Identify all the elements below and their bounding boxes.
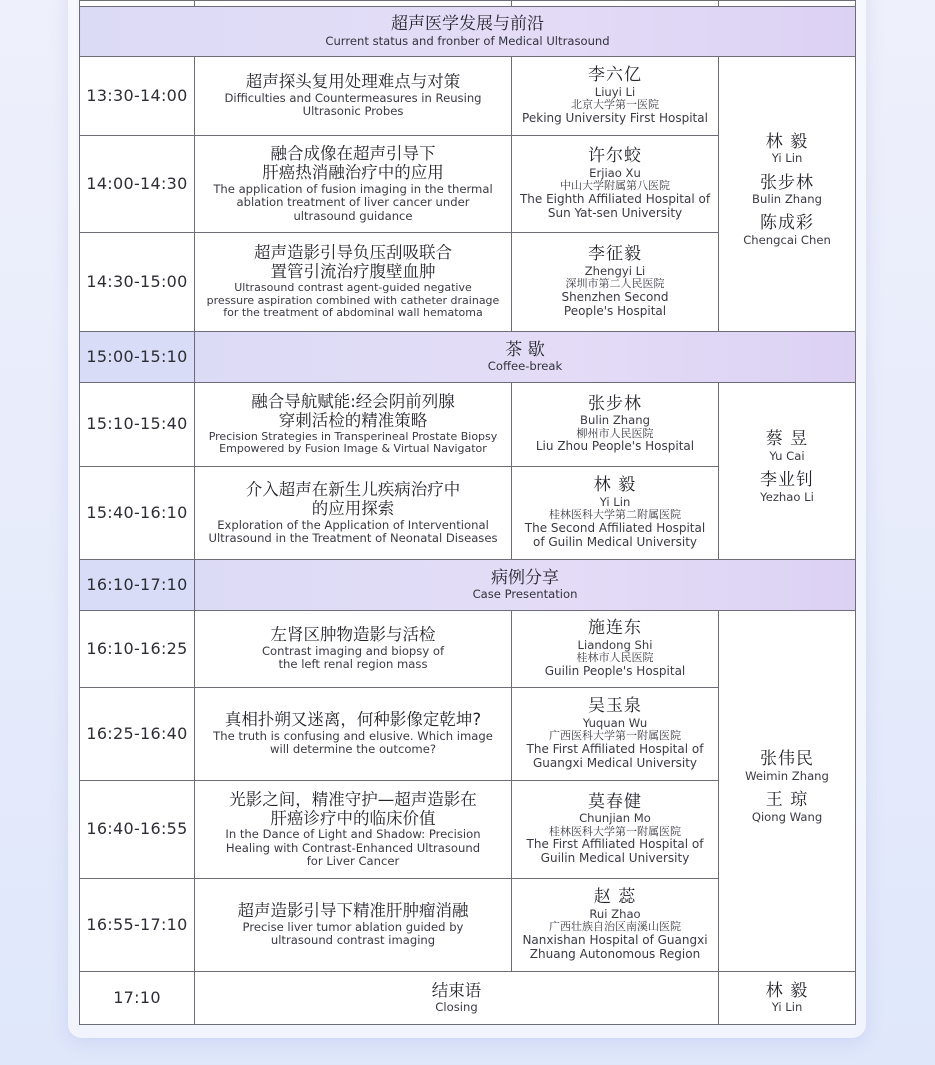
topic-title-zh: 真相扑朔又迷离，何种影像定乾坤? [224,710,482,730]
topic-title-en: Ultrasound contrast agent-guided negative [234,281,472,294]
section-header [195,332,856,383]
section-title-en: Case Presentation [472,587,578,602]
session-time: 17:10 [80,972,195,1025]
topic-title-en: Exploration of the Application of Interventional [217,517,489,532]
table-row [80,972,856,1025]
chair-name-zh: 陈成彩 [760,213,814,234]
speaker-name-zh: 莫春健 [588,791,642,812]
section-title-en: Coffee-break [487,359,563,374]
chair-name-en: Chengcai Chen [743,232,831,247]
topic-title-zh: 光影之间，精准守护—超声造影在 [229,789,477,809]
topic-title-en: ultrasound guidance [293,208,413,223]
topic-title-zh: 穿刺活检的精准策略 [278,410,428,430]
speaker-name-en: Bulin Zhang [580,413,650,428]
topic-cell [195,688,512,781]
chair-name-zh: 张步林 [760,172,814,193]
chair-name-en: Qiong Wang [751,809,823,824]
table-row [80,383,856,467]
speaker-name-zh: 赵 蕊 [593,887,637,908]
session-time: 15:40-16:10 [80,467,195,560]
topic-cell [195,383,512,467]
topic-cell [195,136,512,233]
hospital-en: Sun Yat-sen University [547,205,683,220]
section-title-en: Current status and fronber of Medical Ultrasound [325,33,610,48]
hospital-zh: 桂林医科大学第二附属医院 [549,508,681,522]
speaker-name-en: Yuquan Wu [582,715,648,730]
session-time: 15:00-15:10 [80,332,195,383]
speaker-name-zh: 张步林 [588,393,642,414]
topic-title-zh: 左肾区肿物造影与活检 [270,625,436,645]
closing-title-zh: 结束语 [431,980,482,1000]
session-time: 16:10-16:25 [80,611,195,688]
closing-cell [195,972,719,1025]
topic-title-zh: 的应用探索 [311,498,395,518]
topic-title-en: Difficulties and Countermeasures in Reusing [224,91,482,106]
session-time: 15:10-15:40 [80,383,195,467]
topic-title-en: the left renal region mass [278,657,428,672]
topic-title-en: Ultrasound in the Treatment of Neonatal Diseases [208,530,498,545]
topic-title-en: Empowered by Fusion Image & Virtual Navigator [219,442,487,456]
hospital-zh: 广西医科大学第一附属医院 [549,729,681,743]
topic-title-zh: 超声造影引导负压刮吸联合 [254,243,452,263]
table-row [80,57,856,136]
hospital-en: The First Affiliated Hospital of [526,837,704,852]
speaker-cell [512,688,719,781]
topic-title-en: pressure aspiration combined with catheter drainage [206,293,500,307]
speaker-name-en: Zhengyi Li [584,263,646,278]
chair-name-zh: 蔡 昱 [765,429,809,450]
speaker-name-en: Chunjian Mo [579,811,651,826]
topic-title-en: In the Dance of Light and Shadow: Precision [225,827,481,842]
topic-title-zh: 介入超声在新生儿疾病治疗中 [245,479,461,499]
topic-cell [195,57,512,136]
topic-title-zh: 肝癌热消融治疗中的应用 [262,163,444,182]
chair-name-en: Yi Lin [771,1000,803,1015]
hospital-en: Guilin Medical University [540,851,690,866]
session-time: 16:55-17:10 [80,879,195,972]
speaker-name-zh: 吴玉泉 [588,696,642,717]
topic-title-zh: 融合导航赋能:经会阴前列腺 [251,391,455,411]
topic-title-zh: 超声探头复用处理难点与对策 [245,72,461,92]
hospital-en: Guilin People's Hospital [544,663,686,678]
topic-title-zh: 肝癌诊疗中的临床价值 [270,808,436,828]
session-time: 16:40-16:55 [80,781,195,879]
speaker-cell [512,781,719,879]
hospital-en: Liu Zhou People's Hospital [535,439,695,454]
chair-cell [719,383,856,560]
section-title-zh: 超声医学发展与前沿 [391,14,544,35]
session-time: 14:00-14:30 [80,136,195,233]
speaker-cell [512,879,719,972]
hospital-zh: 广西壮族自治区南溪山医院 [549,920,681,934]
topic-title-en: ultrasound contrast imaging [270,933,436,948]
session-time: 14:30-15:00 [80,233,195,332]
chair-name-en: Bulin Zhang [752,192,822,207]
hospital-en: The Eighth Affiliated Hospital of [519,191,711,206]
speaker-cell [512,136,719,233]
speaker-name-en: Liandong Shi [577,637,653,652]
hospital-en: Guangxi Medical University [532,755,698,770]
topic-title-en: The application of fusion imaging in the thermal [213,181,493,196]
chair-name-zh: 林 毅 [765,980,809,1001]
speaker-name-en: Rui Zhao [589,906,641,921]
chair-name-en: Yu Cai [769,448,805,463]
section-title-zh: 病例分享 [491,567,559,588]
chair-name-en: Yezhao Li [760,489,814,504]
speaker-cell [512,611,719,688]
speaker-name-en: Yi Lin [599,494,631,509]
topic-title-en: for the treatment of abdominal wall hematoma [223,306,483,320]
table-row [80,611,856,688]
chair-name-zh: 张伟民 [760,749,814,770]
hospital-en: Zhuang Autonomous Region [529,946,701,961]
topic-cell [195,879,512,972]
session-time: 13:30-14:00 [80,57,195,136]
topic-title-en: will determine the outcome? [270,742,436,757]
hospital-zh: 北京大学第一医院 [571,98,659,112]
session-time: 16:25-16:40 [80,688,195,781]
hospital-en: The Second Affiliated Hospital [524,520,706,535]
topic-cell [195,781,512,879]
topic-title-zh: 融合成像在超声引导下 [270,144,436,164]
schedule-table [79,0,855,1026]
speaker-name-zh: 施连东 [588,618,642,639]
speaker-name-zh: 李征毅 [588,244,642,265]
hospital-zh: 桂林医科大学第一附属医院 [549,824,681,838]
section-title-zh: 茶 歇 [505,339,545,360]
hospital-en: of Guilin Medical University [532,534,698,549]
speaker-name-zh: 林 毅 [593,475,637,496]
hospital-en: Nanxishan Hospital of Guangxi [522,932,708,947]
topic-title-en: Healing with Contrast-Enhanced Ultrasound [225,840,481,855]
hospital-en: Peking University First Hospital [522,110,708,125]
hospital-zh: 中山大学附属第八医院 [560,179,670,193]
topic-title-en: The truth is confusing and elusive. Which image [213,729,493,744]
hospital-en: Shenzhen Second [561,289,669,304]
hospital-zh: 桂林市人民医院 [576,651,654,665]
speaker-cell [512,383,719,467]
speaker-name-zh: 李六亿 [588,65,642,86]
hospital-zh: 深圳市第二人民医院 [565,277,665,291]
chair-cell [719,57,856,332]
speaker-cell [512,57,719,136]
topic-title-en: for Liver Cancer [306,854,400,869]
chair-name-zh: 林 毅 [765,131,809,152]
topic-title-zh: 置管引流治疗腹壁血肿 [270,262,436,282]
topic-title-en: ablation treatment of liver cancer under [236,195,470,210]
topic-title-zh: 超声造影引导下精准肝肿瘤消融 [237,901,469,921]
chair-cell [719,972,856,1025]
hospital-en: The First Affiliated Hospital of [526,741,704,756]
chair-name-en: Yi Lin [771,151,803,166]
chair-name-en: Weimin Zhang [745,768,829,783]
topic-cell [195,611,512,688]
speaker-cell [512,467,719,560]
topic-title-en: Precision Strategies in Transperineal Prostate Biopsy [208,429,498,443]
topic-cell [195,467,512,560]
topic-title-en: Contrast imaging and biopsy of [261,644,445,659]
topic-title-en: Precise liver tumor ablation guided by [242,920,464,935]
speaker-name-zh: 许尔蛟 [588,146,642,167]
chair-cell [719,611,856,972]
topic-title-en: Ultrasonic Probes [302,104,404,119]
speaker-cell [512,233,719,332]
closing-title-en: Closing [435,999,478,1014]
hospital-en: People's Hospital [563,303,667,318]
section-header [195,560,856,611]
chair-name-zh: 李业钊 [760,470,814,490]
session-time: 16:10-17:10 [80,560,195,611]
hospital-zh: 柳州市人民医院 [576,426,654,440]
speaker-name-en: Liuyi Li [594,84,636,99]
topic-cell [195,233,512,332]
speaker-name-en: Erjiao Xu [589,165,641,180]
section-header [80,7,856,57]
chair-name-zh: 王 琼 [765,790,809,810]
